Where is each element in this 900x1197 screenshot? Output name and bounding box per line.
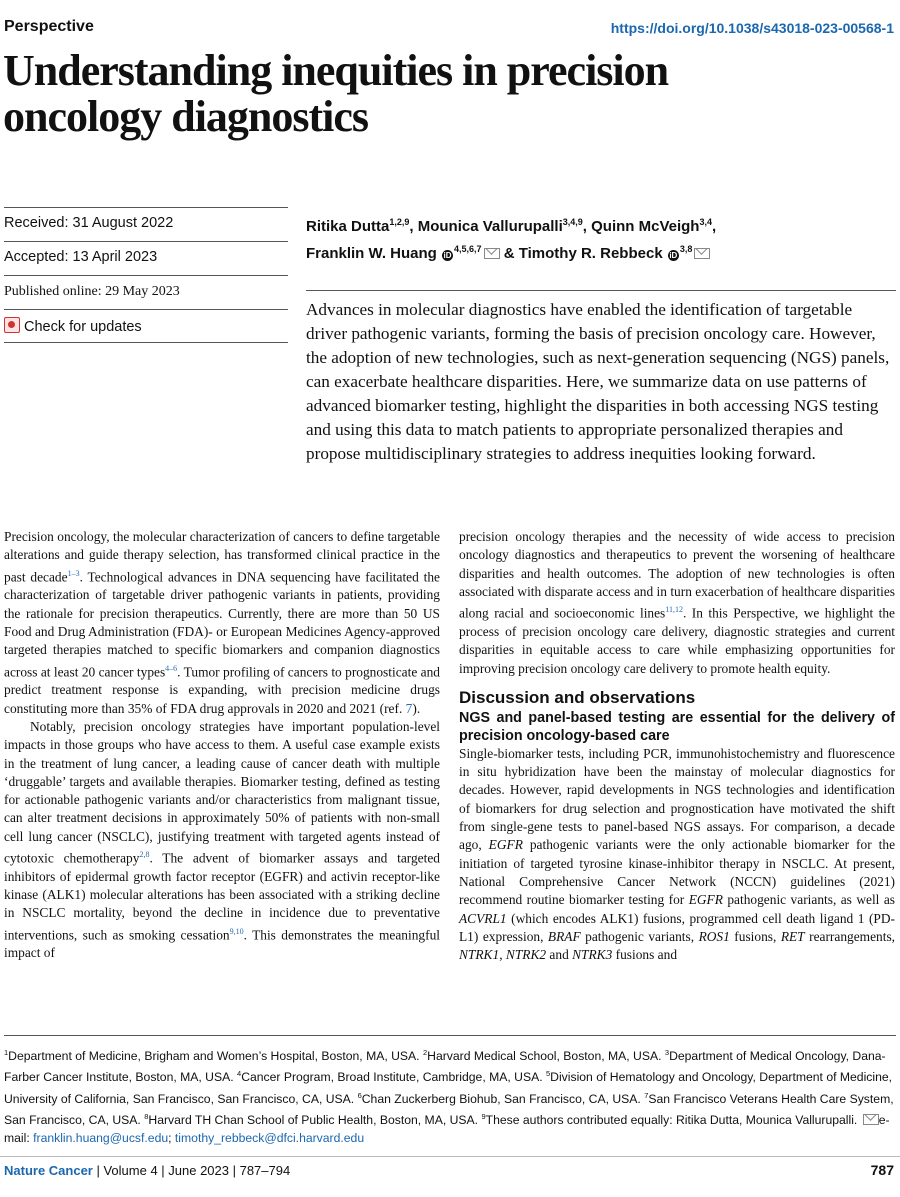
text-run: and bbox=[546, 947, 573, 963]
paragraph bbox=[459, 528, 895, 678]
author-name[interactable]: Mounica Vallurupalli bbox=[417, 218, 563, 235]
author-amp: & bbox=[503, 245, 515, 262]
footnote-divider bbox=[4, 1035, 896, 1036]
affil-number: 2 bbox=[422, 1048, 428, 1057]
text-run: fusions and bbox=[612, 947, 678, 963]
gene-name: NTRK2 bbox=[505, 947, 547, 963]
mail-icon[interactable] bbox=[484, 248, 500, 259]
email-link[interactable]: timothy_rebbeck@dfci.harvard.edu bbox=[174, 1131, 365, 1146]
mail-icon bbox=[863, 1114, 879, 1125]
article-title bbox=[3, 48, 883, 140]
citation-link[interactable]: 7 bbox=[405, 700, 413, 716]
author-list: Ritika Dutta$^{1,2,9}$, Mounica Vallurupalli$^{3,4,9}$, Quinn McVeigh$^{3,4}$, Franklin W. Huang iD$^{4,5,6,7}$ & Timothy R. Rebbeck iD$^{3,8}$ bbox=[306, 217, 717, 262]
text-run: . In this Perspective, we highlight the process of precision oncology care delivery, diagnostic strategies and current disparities in equitable access to care while emphasizing opportunities for improving precision oncology care delivery to promote health equity. bbox=[459, 605, 895, 676]
journal-name[interactable]: Nature Cancer bbox=[4, 1163, 93, 1178]
gene-name: RET bbox=[780, 928, 805, 944]
text-run: (which encodes ALK1) fusions, programmed cell death ligand 1 (PD-L1) expression, bbox=[459, 910, 895, 944]
section-label: Perspective bbox=[4, 18, 94, 35]
text-run: fusions, bbox=[729, 928, 781, 944]
text-run: pathogenic variants, bbox=[580, 928, 699, 944]
email-link[interactable]: franklin.huang@ucsf.edu bbox=[33, 1131, 169, 1146]
author-affil: 1,2,9 bbox=[389, 217, 410, 227]
affil-number: 3 bbox=[664, 1048, 670, 1057]
affil-number: 5 bbox=[546, 1069, 551, 1079]
paragraph bbox=[4, 528, 440, 718]
check-for-updates-button[interactable] bbox=[4, 317, 142, 335]
text-run: pathogenic variants, as well as bbox=[722, 892, 895, 908]
affil-number: 9 bbox=[481, 1112, 486, 1122]
gene-name: BRAF bbox=[547, 928, 581, 944]
text-run: . The advent of biomarker assays and targeted inhibitors of epidermal growth factor receptor (EGFR) and activin receptor-like kinase (ALK1) molecular alterations has been associated with a striking decline in NSCLC mortality, beyond the decline in incidence due to preventative interventions, such as smoking cessation bbox=[4, 850, 440, 943]
gene-name: ROS1 bbox=[698, 928, 730, 944]
author-affil: 3,4,9 bbox=[562, 217, 583, 227]
page-number: 787 bbox=[870, 1162, 894, 1178]
email-label: e-mail: bbox=[4, 1113, 890, 1146]
check-updates-label: Check for updates bbox=[24, 319, 142, 335]
author-affil: 3,8 bbox=[679, 244, 693, 254]
affiliations bbox=[4, 1044, 896, 1148]
accepted-date: Accepted: 13 April 2023 bbox=[4, 249, 158, 265]
text-run: Notably, precision oncology strategies have important population-level impacts in those groups who have access to them. A useful case example exists in the treatment of lung cancer, a leading cause of cancer death with multiple ‘druggable’ targets and available therapies. Biomarker testing, defined as testing for actionable pathogenic variants and/or characteristics from malignant tissue, can alter treatment decisions in approximately 50% of patients with non-small cell lung cancer (NSCLC), justifying treatment with targeted agents instead of cytotoxic chemotherapy bbox=[4, 718, 440, 866]
journal-info bbox=[4, 1163, 290, 1178]
affiliation: Division of Hematology and Oncology, Department of Medicine, University of California, San Francisco, San Francisco, CA, USA. bbox=[4, 1070, 893, 1106]
title-line-1: Understanding inequities in precision bbox=[3, 46, 669, 95]
subsection-heading: NGS and panel-based testing are essential for the delivery of precision oncology-based care bbox=[459, 709, 895, 744]
affiliation: Harvard TH Chan School of Public Health, Boston, MA, USA. bbox=[148, 1113, 482, 1128]
abstract-divider bbox=[306, 290, 896, 291]
affiliation: Harvard Medical School, Boston, MA, USA. bbox=[427, 1049, 665, 1064]
affiliation: Chan Zuckerberg Biohub, San Francisco, CA, USA. bbox=[361, 1091, 645, 1106]
citation-link[interactable]: 4–6 bbox=[165, 663, 178, 673]
check-updates-icon bbox=[4, 317, 20, 333]
journal-details: | Volume 4 | June 2023 | 787–794 bbox=[92, 1163, 291, 1178]
gene-name: NTRK1 bbox=[459, 947, 500, 963]
author-name[interactable]: Quinn McVeigh bbox=[591, 218, 700, 235]
text-run: , bbox=[499, 947, 506, 963]
citation-link[interactable]: 11,12 bbox=[665, 605, 683, 615]
meta-divider bbox=[4, 207, 288, 208]
meta-divider bbox=[4, 342, 288, 343]
text-run: Single-biomarker tests, including PCR, immunohistochemistry and fluorescence in situ hybridization have been the mainstay of molecular diagnostics for decades. However, rapid developments in NGS technologies and identification of biomarkers for drug selection and prognostication have motivated the shift from single-gene tests to panel-based NGS assays. For comparison, a decade ago, bbox=[459, 745, 895, 853]
mail-icon[interactable] bbox=[694, 248, 710, 259]
author-affil: 3,4 bbox=[699, 217, 712, 227]
text-run: ). bbox=[412, 700, 421, 716]
affil-number: 8 bbox=[144, 1112, 149, 1122]
meta-divider bbox=[4, 241, 288, 242]
gene-name: NTRK3 bbox=[572, 947, 613, 963]
text-run: Precision oncology, the molecular characterization of cancers to define targetable alterations and guide therapy selection, has transformed clinical practice in the past decade bbox=[4, 529, 440, 585]
affiliation: Cancer Program, Broad Institute, Cambridge, MA, USA. bbox=[241, 1070, 546, 1085]
citation-link[interactable]: 2,8 bbox=[139, 849, 150, 859]
text-run: pathogenic variants were the only actionable biomarker for the initiation of targeted tyrosine kinase-inhibitor therapy in NSCLC. At present, National Comprehensive Cancer Network (NCCN) guidelines (2021) recommend routine biomarker testing for bbox=[459, 837, 896, 908]
paragraph bbox=[4, 718, 440, 963]
affiliation: These authors contributed equally: Ritika Dutta, Mounica Vallurupalli. bbox=[485, 1113, 861, 1128]
author-name[interactable]: Franklin W. Huang bbox=[306, 245, 437, 262]
author-affil: 4,5,6,7 bbox=[454, 244, 482, 254]
published-date: Published online: 29 May 2023 bbox=[4, 284, 180, 299]
text-run: . This demonstrates the meaningful impact of bbox=[4, 927, 440, 961]
abstract: Advances in molecular diagnostics have enabled the identification of targetable driver pathogenic variants, forming the basis of precision oncology care. However, the adoption of new technologies, such as next-generation sequencing (NGS) panels, can exacerbate healthcare disparities. Here, we summarize data on use patterns of advanced biomarker testing, highlight the disparities in both accessing NGS testing and using this data to match patients to appropriate personalized therapies and propose multidisciplinary strategies to address inequities looking forward. bbox=[306, 300, 890, 463]
affil-number: 7 bbox=[644, 1090, 649, 1100]
meta-divider bbox=[4, 275, 288, 276]
gene-name: ACVRL1 bbox=[459, 910, 507, 926]
author-name[interactable]: Timothy R. Rebbeck bbox=[518, 245, 663, 262]
orcid-icon[interactable]: iD bbox=[669, 251, 678, 260]
affil-number: 6 bbox=[357, 1090, 362, 1100]
body-column-right bbox=[459, 528, 895, 964]
footer-divider bbox=[0, 1156, 900, 1157]
received-date: Received: 31 August 2022 bbox=[4, 215, 174, 231]
citation-link[interactable]: 9,10 bbox=[229, 926, 244, 936]
affiliation: Department of Medicine, Brigham and Women’s Hospital, Boston, MA, USA. bbox=[8, 1049, 423, 1064]
text-run: precision oncology therapies and the necessity of wide access to precision oncology diagnostics and therapeutics to prevent the worsening of healthcare disparities and health outcomes. The adoption of new technologies is often associated with disparate access and in turn exacerbation of healthcare disparities along racial and socioeconomic lines bbox=[459, 529, 895, 621]
citation-link[interactable]: 1–3 bbox=[67, 568, 80, 578]
author-name[interactable]: Ritika Dutta bbox=[306, 218, 390, 235]
body-column-left bbox=[4, 528, 440, 963]
affiliation: San Francisco Veterans Health Care System, San Francisco, CA, USA. bbox=[4, 1091, 894, 1128]
orcid-icon[interactable]: iD bbox=[443, 251, 452, 260]
text-run: . Technological advances in DNA sequencing have facilitated the characterization of targetable driver pathogenic variants in patients, providing the rationale for precision therapeutics. Currently, there are more than 50 US Food and Drug Administration (FDA)- or European Medicines Agency-approved targeted therapies matched to specific biomarkers and companion diagnostics across at least 20 cancer types bbox=[4, 569, 440, 680]
doi-link[interactable]: https://doi.org/10.1038/s43018-023-00568-1 bbox=[610, 20, 894, 36]
title-line-2: oncology diagnostics bbox=[3, 92, 369, 141]
paragraph bbox=[459, 745, 895, 965]
gene-name: EGFR bbox=[488, 837, 523, 853]
email-separator: ; bbox=[168, 1131, 175, 1146]
text-run: . Tumor profiling of cancers to prognosticate and predict treatment response is expanding, with precision medicine drugs constituting more than 35% of FDA drug approvals in 2020 and 2021 (ref. bbox=[4, 664, 440, 716]
gene-name: EGFR bbox=[688, 892, 723, 908]
affiliation: Department of Medical Oncology, Dana-Farber Cancer Institute, Boston, MA, USA. bbox=[4, 1049, 886, 1085]
text-run: rearrangements, bbox=[804, 928, 895, 944]
affil-number: 1 bbox=[4, 1048, 9, 1057]
section-heading: Discussion and observations bbox=[459, 687, 696, 707]
meta-divider bbox=[4, 309, 288, 310]
affil-number: 4 bbox=[237, 1069, 242, 1079]
